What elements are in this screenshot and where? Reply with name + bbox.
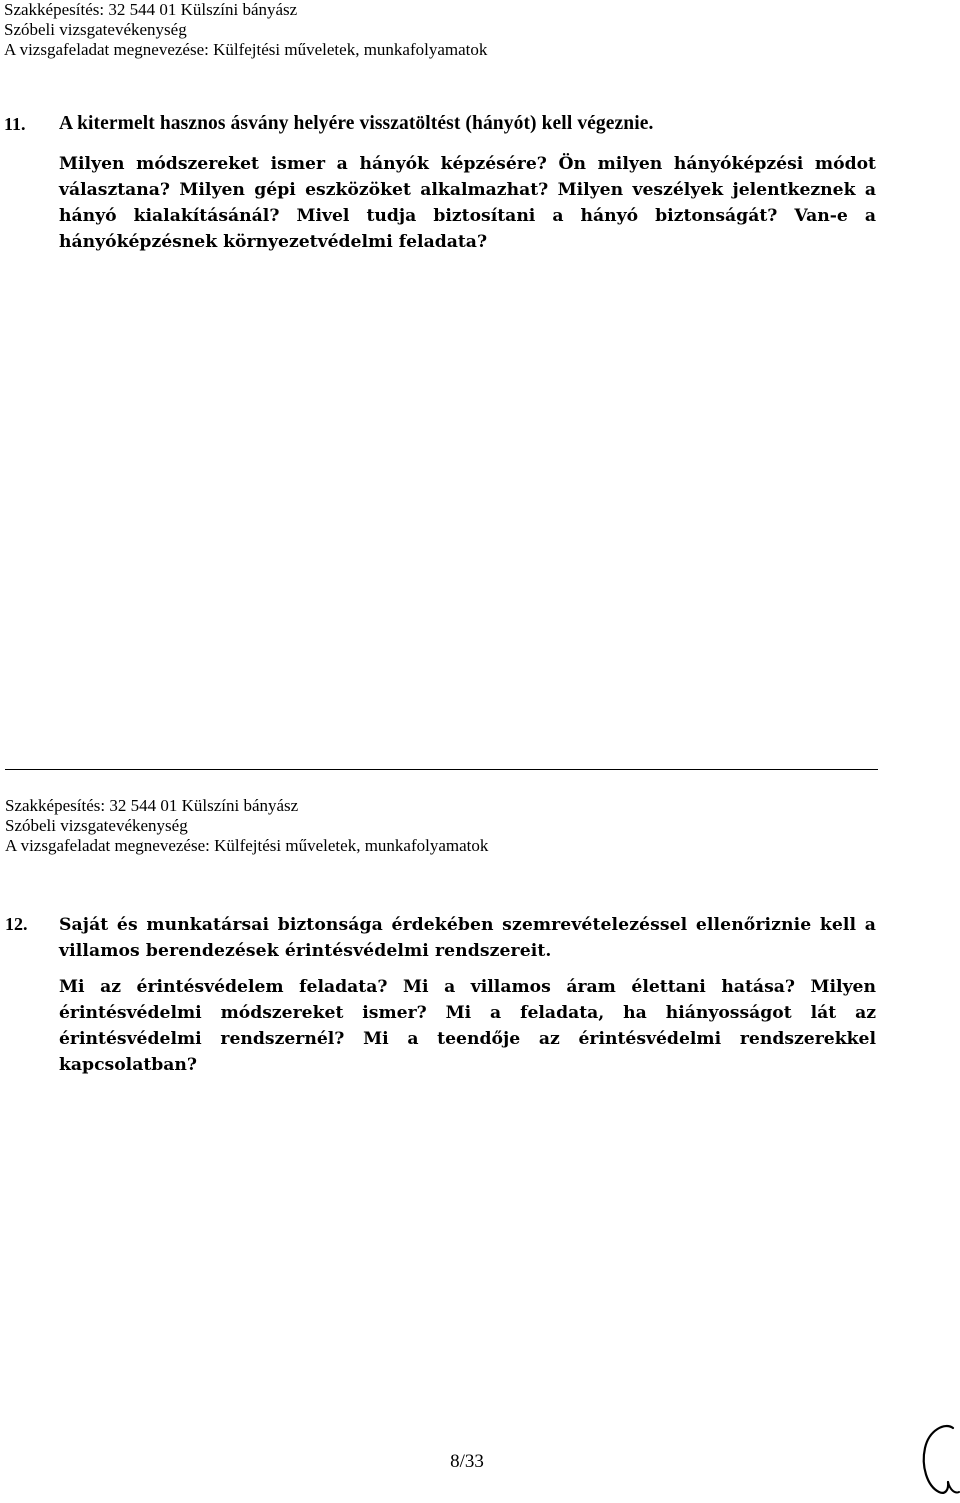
page-number: 8/33	[450, 1451, 484, 1472]
header-qualification: Szakképesítés: 32 544 01 Külszíni bányász	[5, 796, 299, 815]
header-task-name: A vizsgafeladat megnevezése: Külfejtési műveletek, munkafolyamatok	[4, 40, 488, 59]
header-exam-type: Szóbeli vizsgatevékenység	[4, 20, 187, 39]
question-11-number: 11.	[4, 114, 26, 134]
question-12	[59, 912, 876, 1078]
section-divider	[5, 769, 878, 770]
header-exam-type: Szóbeli vizsgatevékenység	[5, 816, 188, 835]
question-12-number: 12.	[5, 914, 28, 934]
question-12-title: Saját és munkatársai biztonsága érdekében szemrevételezéssel ellenőriznie kell a villamos berendezések érintésvédelmi rendszereit.	[59, 915, 876, 961]
repeated-header	[5, 796, 488, 856]
handwritten-mark-icon	[915, 1420, 960, 1500]
header-qualification: Szakképesítés: 32 544 01 Külszíni bányász	[4, 0, 298, 19]
header-task-name: A vizsgafeladat megnevezése: Külfejtési műveletek, munkafolyamatok	[5, 836, 489, 855]
question-11	[59, 111, 876, 255]
question-12-body: Mi az érintésvédelem feladata? Mi a villamos áram élettani hatása? Milyen érintésvédelmi módszereket ismer? Mi a feladata, ha hiányosságot lát az érintésvédelmi rendszernél? Mi a teendője az érintésvédelmi rendszerekkel kapcsolatban?	[59, 977, 876, 1075]
question-11-title: A kitermelt hasznos ásvány helyére visszatöltést (hányót) kell végeznie.	[59, 113, 654, 134]
page-header	[4, 0, 487, 60]
question-11-body: Milyen módszereket ismer a hányók képzésére? Ön milyen hányóképzési módot választana? Milyen gépi eszközöket alkalmazhat? Milyen veszélyek jelentkeznek a hányó kialakításánál? Mivel tudja biztosítani a hányó biztonságát? Van-e a hányóképzésnek környezetvédelmi feladata?	[59, 154, 876, 252]
